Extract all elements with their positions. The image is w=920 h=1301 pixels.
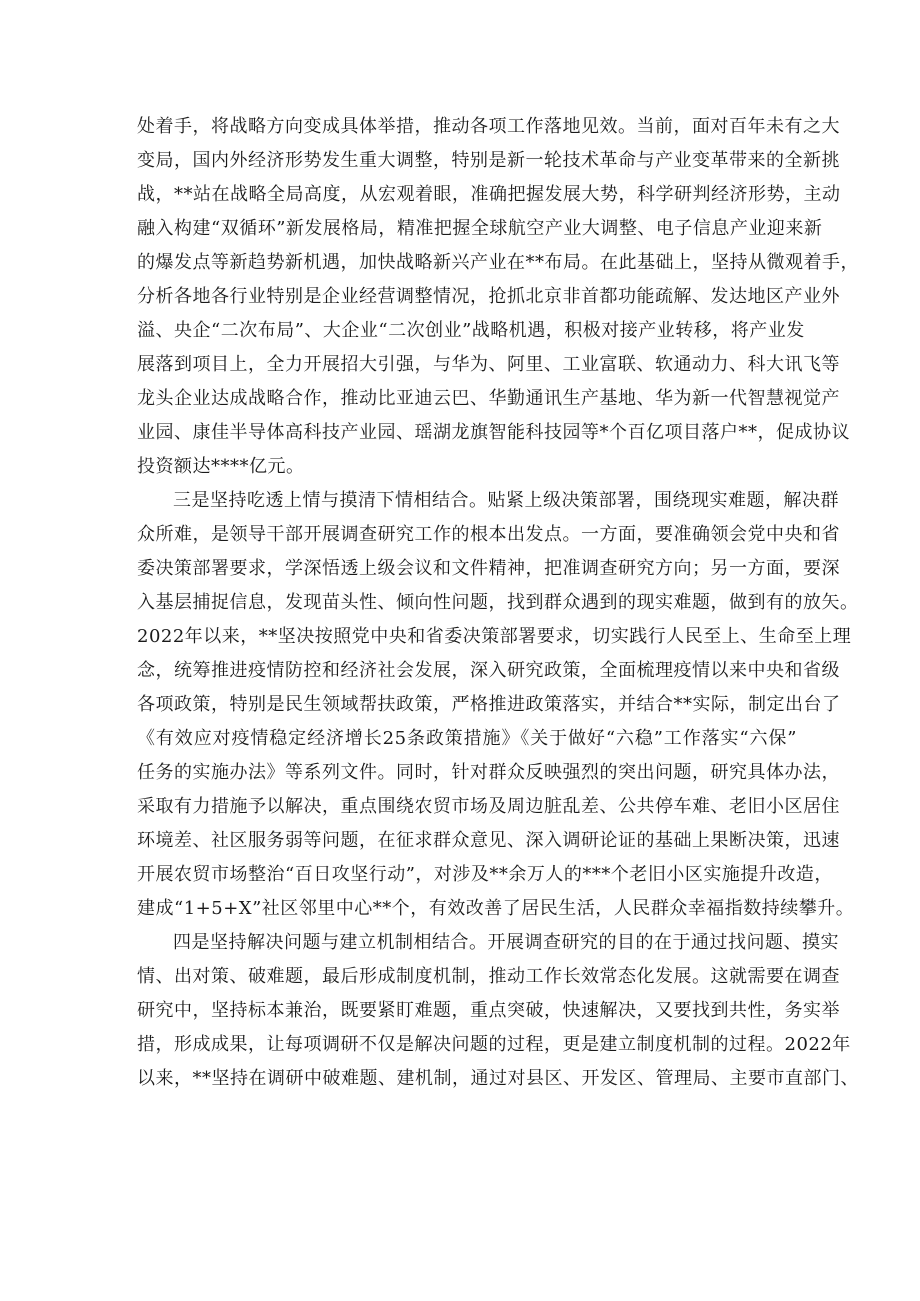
text-line: 以来，**坚持在调研中破难题、建机制，通过对县区、开发区、管理局、主要市直部门、 [137, 1068, 859, 1089]
text-line: 任务的实施办法》等系列文件。同时，针对群众反映强烈的突出问题，研究具体办法， [137, 762, 840, 783]
text-line: 三是坚持吃透上情与摸清下情相结合。贴紧上级决策部署，围绕现实难题，解决群 [173, 490, 839, 511]
text-line: 2022年以来，**坚决按照党中央和省委决策部署要求，切实践行人民至上、生命至上理 [137, 626, 852, 647]
text-line: 处着手，将战略方向变成具体举措，推动各项工作落地见效。当前，面对百年未有之大 [137, 116, 840, 137]
text-line: 业园、康佳半导体高科技产业园、瑶湖龙旗智能科技园等*个百亿项目落户**，促成协议 [137, 422, 850, 443]
text-line: 《有效应对疫情稳定经济增长25条政策措施》《关于做好“六稳”工作落实“六保” [137, 728, 797, 749]
text-line: 情、出对策、破难题，最后形成制度机制，推动工作长效常态化发展。这就需要在调查 [137, 966, 840, 987]
text-line: 展落到项目上，全力开展招大引强，与华为、阿里、工业富联、软通动力、科大讯飞等 [137, 354, 840, 375]
text-line: 研究中，坚持标本兼治，既要紧盯难题，重点突破，快速解决，又要找到共性，务实举 [137, 1000, 840, 1021]
text-line: 众所难，是领导干部开展调查研究工作的根本出发点。一方面，要准确领会党中央和省 [137, 524, 840, 545]
text-line: 四是坚持解决问题与建立机制相结合。开展调查研究的目的在于通过找问题、摸实 [173, 932, 839, 953]
text-line: 入基层捕捉信息，发现苗头性、倾向性问题，找到群众遇到的现实难题，做到有的放矢。 [137, 592, 859, 613]
text-line: 溢、央企“二次布局”、大企业“二次创业”战略机遇，积极对接产业转移，将产业发 [137, 320, 805, 341]
text-line: 委决策部署要求，学深悟透上级会议和文件精神，把准调查研究方向；另一方面，要深 [137, 558, 840, 579]
text-line: 措，形成成果，让每项调研不仅是解决问题的过程，更是建立制度机制的过程。2022年 [137, 1034, 851, 1055]
paragraph [137, 484, 859, 926]
text-line: 开展农贸市场整治“百日攻坚行动”，对涉及**余万人的***个老旧小区实施提升改造， [137, 864, 833, 885]
text-line: 各项政策，特别是民生领域帮扶政策，严格推进政策落实，并结合**实际，制定出台了 [137, 694, 841, 715]
text-line: 战，**站在战略全局高度，从宏观着眼，准确把握发展大势，科学研判经济形势，主动 [137, 184, 841, 205]
text-line: 分析各地各行业特别是企业经营调整情况，抢抓北京非首都功能疏解、发达地区产业外 [137, 286, 840, 307]
text-line: 念，统筹推进疫情防控和经济社会发展，深入研究政策，全面梳理疫情以来中央和省级 [137, 660, 840, 681]
text-line: 变局，国内外经济形势发生重大调整，特别是新一轮技术革命与产业变革带来的全新挑 [137, 150, 840, 171]
paragraph [137, 110, 859, 484]
document-body [137, 110, 859, 1096]
text-line: 的爆发点等新趋势新机遇，加快战略新兴产业在**布局。在此基础上，坚持从微观着手， [137, 252, 859, 273]
text-line: 龙头企业达成战略合作，推动比亚迪云巴、华勤通讯生产基地、华为新一代智慧视觉产 [137, 388, 840, 409]
paragraph [137, 926, 859, 1096]
text-line: 融入构建“双循环”新发展格局，精准把握全球航空产业大调整、电子信息产业迎来新 [137, 218, 823, 239]
text-line: 投资额达****亿元。 [137, 456, 305, 477]
text-line: 采取有力措施予以解决，重点围绕农贸市场及周边脏乱差、公共停车难、老旧小区居住 [137, 796, 840, 817]
text-line: 建成“1+5+X”社区邻里中心**个，有效改善了居民生活，人民群众幸福指数持续攀升。 [137, 898, 855, 919]
text-line: 环境差、社区服务弱等问题，在征求群众意见、深入调研论证的基础上果断决策，迅速 [137, 830, 840, 851]
